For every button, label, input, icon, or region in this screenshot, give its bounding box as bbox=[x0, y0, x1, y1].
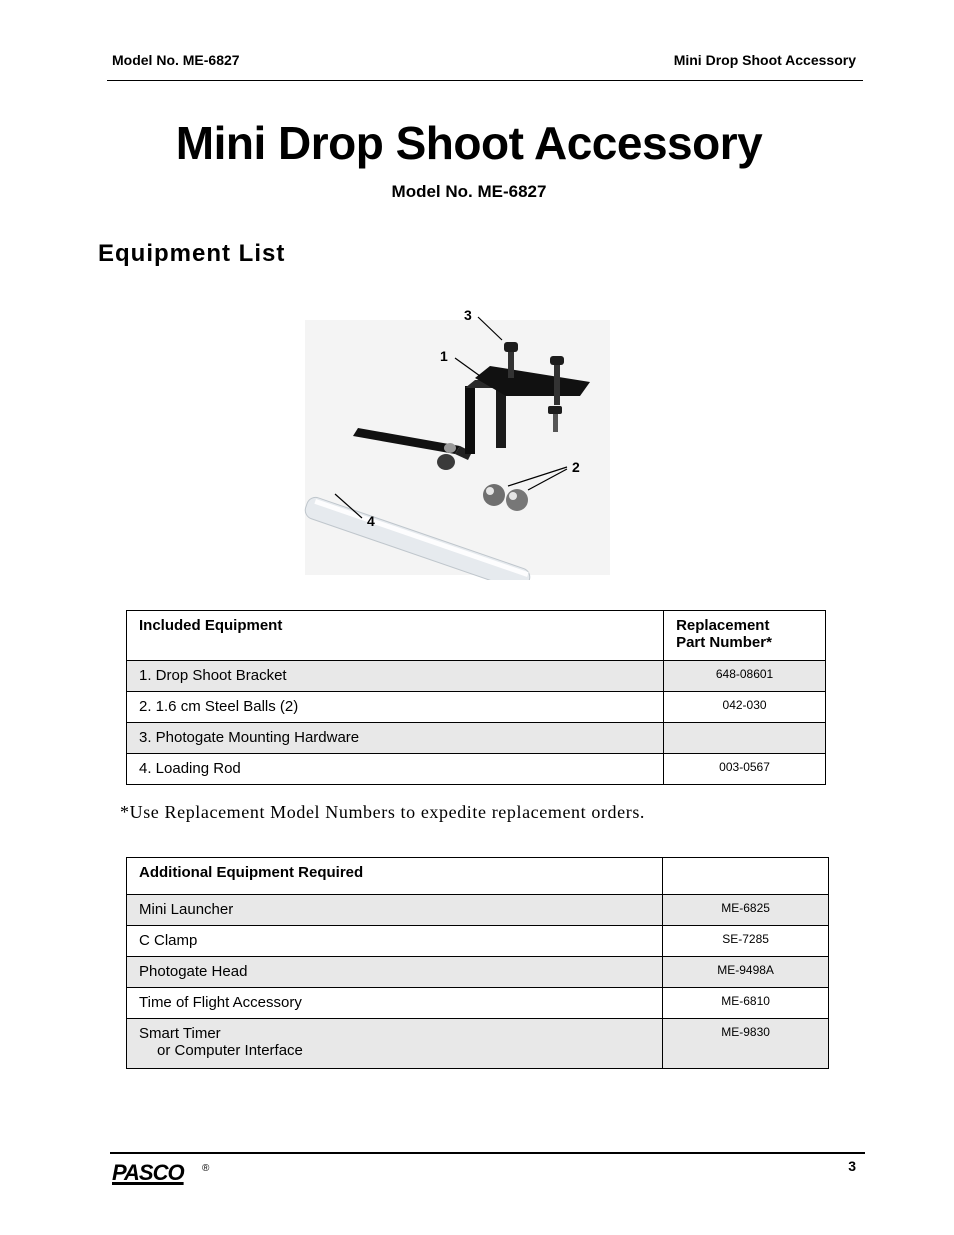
additional-equipment-table bbox=[126, 857, 829, 1069]
equipment-name-line1: Smart Timer bbox=[139, 1025, 221, 1042]
table-row bbox=[127, 988, 829, 1019]
equipment-name: C Clamp bbox=[127, 926, 663, 957]
header-model-number: Model No. ME-6827 bbox=[112, 52, 240, 68]
part-number: SE-7285 bbox=[663, 926, 829, 957]
page-title: Mini Drop Shoot Accessory bbox=[175, 117, 763, 169]
equipment-name-line2: or Computer Interface bbox=[157, 1042, 303, 1059]
header-line-part-number: Part Number* bbox=[676, 634, 772, 651]
part-number bbox=[664, 723, 826, 754]
table-row bbox=[127, 692, 826, 723]
equipment-name: 3. Photogate Mounting Hardware bbox=[127, 723, 664, 754]
column-header-part-number bbox=[664, 611, 826, 661]
table-header-row bbox=[127, 858, 829, 895]
table-row bbox=[127, 895, 829, 926]
replacement-note: *Use Replacement Model Numbers to expedite replacement orders. bbox=[120, 802, 646, 822]
page-subtitle: Model No. ME-6827 bbox=[391, 182, 547, 201]
part-number: ME-6825 bbox=[663, 895, 829, 926]
table-row bbox=[127, 1019, 829, 1069]
table-row bbox=[127, 723, 826, 754]
column-header-equipment: Included Equipment bbox=[127, 611, 664, 661]
footer-divider bbox=[110, 1152, 865, 1154]
pasco-logo: PASCO bbox=[112, 1160, 184, 1185]
header-line-replacement: Replacement bbox=[676, 617, 770, 634]
table-row bbox=[127, 926, 829, 957]
table-header-row bbox=[127, 611, 826, 661]
equipment-name bbox=[127, 1019, 663, 1069]
registered-mark: ® bbox=[202, 1163, 210, 1174]
part-number: 648-08601 bbox=[664, 661, 826, 692]
part-number: 003-0567 bbox=[664, 754, 826, 785]
equipment-name: Time of Flight Accessory bbox=[127, 988, 663, 1019]
equipment-name: Mini Launcher bbox=[127, 895, 663, 926]
header-divider bbox=[107, 80, 863, 81]
part-number: ME-9830 bbox=[663, 1019, 829, 1069]
page-number: 3 bbox=[848, 1158, 856, 1174]
table-row bbox=[127, 661, 826, 692]
callout-4: 4 bbox=[367, 513, 375, 529]
part-number: ME-6810 bbox=[663, 988, 829, 1019]
equipment-name: 4. Loading Rod bbox=[127, 754, 664, 785]
part-number: 042-030 bbox=[664, 692, 826, 723]
callout-2: 2 bbox=[572, 459, 580, 475]
equipment-name: Photogate Head bbox=[127, 957, 663, 988]
equipment-name: 1. Drop Shoot Bracket bbox=[127, 661, 664, 692]
included-equipment-table bbox=[126, 610, 826, 785]
section-heading: Equipment List bbox=[98, 240, 286, 267]
table-row bbox=[127, 754, 826, 785]
part-number: ME-9498A bbox=[663, 957, 829, 988]
callout-3: 3 bbox=[464, 307, 472, 323]
column-header-blank bbox=[663, 858, 829, 895]
equipment-illustration bbox=[300, 300, 620, 580]
table-row bbox=[127, 957, 829, 988]
equipment-name: 2. 1.6 cm Steel Balls (2) bbox=[127, 692, 664, 723]
callout-1: 1 bbox=[440, 348, 448, 364]
column-header-additional-equipment: Additional Equipment Required bbox=[127, 858, 663, 895]
header-product-name: Mini Drop Shoot Accessory bbox=[673, 52, 856, 68]
